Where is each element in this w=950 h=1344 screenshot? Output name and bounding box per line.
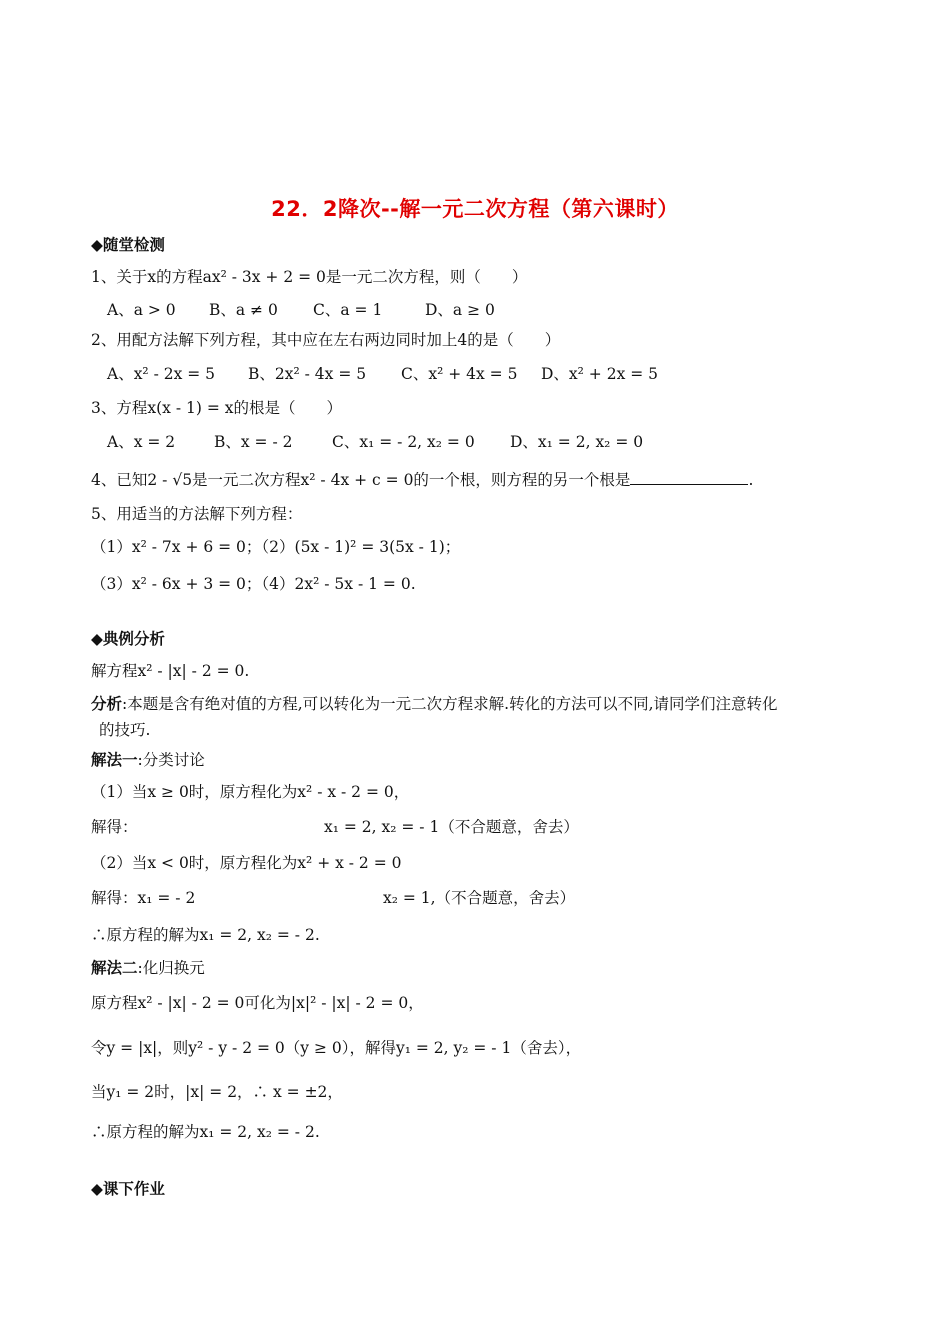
section-heading-example: ◆典例分析 xyxy=(91,630,165,648)
question-4-end: . xyxy=(748,471,754,489)
method-2-label: 解法二 xyxy=(91,959,138,977)
solve-label: 解得：x₁ = - 2 xyxy=(91,889,196,907)
method-1-line-2 xyxy=(91,816,579,838)
solve-result: x₁ = 2, x₂ = - 1（不合题意，舍去） xyxy=(324,818,579,836)
option-c: C、a = 1 xyxy=(313,301,383,319)
question-2-options xyxy=(107,363,658,385)
option-a: A、x² - 2x = 5 xyxy=(107,365,216,383)
option-d: D、a ≥ 0 xyxy=(425,301,495,319)
option-c: C、x² + 4x = 5 xyxy=(401,365,518,383)
analysis-label: 分析 xyxy=(91,695,123,713)
option-a: A、a > 0 xyxy=(107,301,176,319)
method-1-heading xyxy=(91,749,205,771)
option-d: D、x₁ = 2, x₂ = 0 xyxy=(510,433,644,451)
option-b: B、2x² - 4x = 5 xyxy=(248,365,367,383)
question-1-stem: 1、关于x的方程ax² - 3x + 2 = 0是一元二次方程，则（ ） xyxy=(91,268,528,286)
question-3-options xyxy=(107,431,643,453)
method-1-line-4 xyxy=(91,887,575,909)
method-2-text: :化归换元 xyxy=(137,959,205,977)
option-a: A、x = 2 xyxy=(107,433,176,451)
method-2-line-2: 令y = |x|，则y² - y - 2 = 0（y ≥ 0），解得y₁ = 2, y₂ = - 1（舍去）， xyxy=(91,1039,582,1057)
option-b: B、a ≠ 0 xyxy=(209,301,278,319)
question-4-stem: 4、已知2 - √5是一元二次方程x² - 4x + c = 0的一个根，则方程的另一个根是 xyxy=(91,471,631,489)
section-heading-homework: ◆课下作业 xyxy=(91,1180,165,1198)
answer-blank[interactable] xyxy=(630,470,748,485)
option-b: B、x = - 2 xyxy=(214,433,293,451)
question-5-row-1: （1）x² - 7x + 6 = 0；（2）(5x - 1)² = 3(5x - 1)； xyxy=(91,538,461,556)
method-2-line-1: 原方程x² - |x| - 2 = 0可化为|x|² - |x| - 2 = 0， xyxy=(91,994,424,1012)
example-analysis-cont: 的技巧. xyxy=(99,721,151,739)
question-5-row-2: （3）x² - 6x + 3 = 0；（4）2x² - 5x - 1 = 0. xyxy=(91,575,416,593)
section-heading-practice: ◆随堂检测 xyxy=(91,236,165,254)
question-3-stem: 3、方程x(x - 1) = x的根是（ ） xyxy=(91,399,342,417)
page-title: 22．2降次--解一元二次方程（第六课时） xyxy=(271,197,679,221)
analysis-text: :本题是含有绝对值的方程,可以转化为一元二次方程求解.转化的方法可以不同,请同学们注意转化 xyxy=(122,695,778,713)
method-1-line-3: （2）当x < 0时，原方程化为x² + x - 2 = 0 xyxy=(91,854,402,872)
example-analysis xyxy=(91,693,778,715)
method-2-conclusion: ∴原方程的解为x₁ = 2, x₂ = - 2. xyxy=(91,1123,320,1141)
question-4 xyxy=(91,469,753,491)
method-1-label: 解法一 xyxy=(91,751,138,769)
question-2-stem: 2、用配方法解下列方程，其中应在左右两边同时加上4的是（ ） xyxy=(91,331,561,349)
method-1-text: :分类讨论 xyxy=(137,751,205,769)
option-c: C、x₁ = - 2, x₂ = 0 xyxy=(332,433,475,451)
question-1-options xyxy=(107,299,495,321)
question-5-stem: 5、用适当的方法解下列方程： xyxy=(91,505,303,523)
method-1-conclusion: ∴原方程的解为x₁ = 2, x₂ = - 2. xyxy=(91,926,320,944)
solve-result: x₂ = 1,（不合题意，舍去） xyxy=(383,889,576,907)
method-1-line-1: （1）当x ≥ 0时，原方程化为x² - x - 2 = 0， xyxy=(91,783,410,801)
solve-label: 解得： xyxy=(91,818,138,836)
option-d: D、x² + 2x = 5 xyxy=(541,365,659,383)
method-2-heading xyxy=(91,957,205,979)
example-problem: 解方程x² - |x| - 2 = 0. xyxy=(91,662,250,680)
method-2-line-3: 当y₁ = 2时，|x| = 2，∴ x = ±2， xyxy=(91,1083,343,1101)
